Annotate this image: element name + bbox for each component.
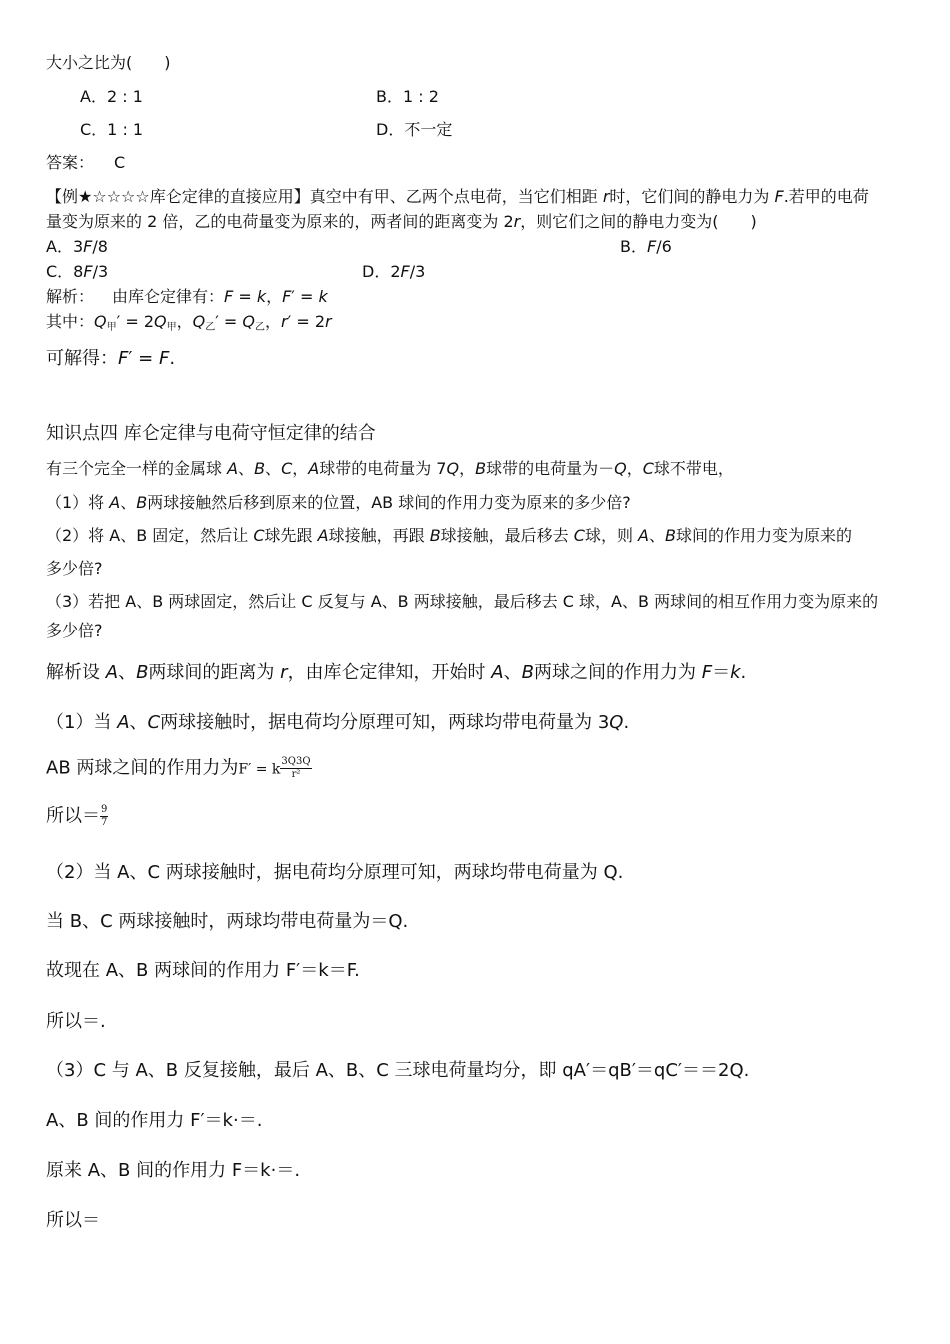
sub-question-1: （1）将 A、B两球接触然后移到原来的位置，AB 球间的作用力变为原来的多少倍? — [46, 493, 631, 512]
sub-question-2-cont: 多少倍? — [46, 559, 103, 578]
difficulty-stars: ★☆☆☆☆ — [78, 187, 150, 206]
example-result: 可解得：F′ = F. — [46, 348, 176, 369]
example-where: 其中：$Q_甲' = 2Q_甲$，$Q_乙' = Q_乙$，r′ = 2r — [46, 312, 332, 333]
option-c: C．1 : 1 — [80, 120, 144, 139]
solution-ratio-2: 所以＝. — [46, 1011, 106, 1032]
solution-intro: 解析设 A、B两球间的距离为 r，由库仑定律知，开始时 A、B两球之间的作用力为 F＝k. — [46, 662, 747, 683]
answer-line: 答案： C — [46, 153, 126, 172]
example-option-c: C．8F/3 — [46, 262, 109, 281]
option-d: D．不一定 — [376, 120, 453, 139]
example-option-b: B．F/6 — [620, 237, 672, 256]
solution-step-2b: 当 B、C 两球接触时，两球均带电荷量为＝Q. — [46, 911, 409, 932]
solution-ratio-1: 所以＝ $\frac{9}{7}$ — [46, 804, 108, 828]
section-heading: 知识点四 库仑定律与电荷守恒定律的结合 — [46, 423, 376, 444]
sub-question-3-cont: 多少倍? — [46, 621, 103, 640]
solution-step-3: （3）C 与 A、B 反复接触，最后 A、B、C 三球电荷量均分，即 qA′＝qB′＝qC′＝＝2Q. — [46, 1060, 750, 1081]
sub-question-2: （2）将 A、B 固定，然后让 C球先跟 A球接触，再跟 B球接触，最后移去 C球，则 A、B球间的作用力变为原来的 — [46, 526, 852, 545]
sub-question-3: （3）若把 A、B 两球固定，然后让 C 反复与 A、B 两球接触，最后移去 C 球，A、B 两球间的相互作用力变为原来的 — [46, 592, 879, 611]
solution-step-1: （1）当 A、C两球接触时，据电荷均分原理可知，两球均带电荷量为 3Q. — [46, 712, 630, 733]
example-line-1: 【例★☆☆☆☆库仑定律的直接应用】真空中有甲、乙两个点电荷，当它们相距 r时，它们间的静电力为 F.若甲的电荷 — [46, 187, 869, 206]
solution-force-expr: AB 两球之间的作用力为F′ = k $\frac{3Q3Q}{\text{r²}}$ — [46, 756, 311, 780]
option-b: B．1 : 2 — [376, 87, 439, 106]
ratio-fraction: $\frac{9}{7}$ — [101, 804, 108, 828]
section-intro: 有三个完全一样的金属球 A、B、C，A球带的电荷量为 7Q，B球带的电荷量为－Q，C球不带电， — [46, 459, 734, 478]
force-fraction: $\frac{3Q3Q}{\text{r²}}$ — [281, 756, 311, 780]
question-stem: 大小之比为( ) — [46, 53, 171, 72]
solution-ratio-3: 所以＝ — [46, 1210, 100, 1231]
solution-step-3c: 原来 A、B 间的作用力 F＝k·＝. — [46, 1160, 301, 1181]
example-option-d: D．2F/3 — [362, 262, 426, 281]
example-option-a: A．3F/8 — [46, 237, 108, 256]
solution-step-2: （2）当 A、C 两球接触时，据电荷均分原理可知，两球均带电荷量为 Q. — [46, 862, 624, 883]
solution-step-3b: A、B 间的作用力 F′＝k·＝. — [46, 1110, 263, 1131]
solution-step-2c: 故现在 A、B 两球间的作用力 F′＝k＝F. — [46, 960, 360, 981]
example-line-2: 量变为原来的 2 倍，乙的电荷量变为原来的，两者间的距离变为 2r，则它们之间的静电力变为( ) — [46, 212, 757, 231]
option-a: A．2 : 1 — [80, 87, 143, 106]
example-analysis: 解析： 由库仑定律有：F = k，F′ = k — [46, 287, 328, 306]
